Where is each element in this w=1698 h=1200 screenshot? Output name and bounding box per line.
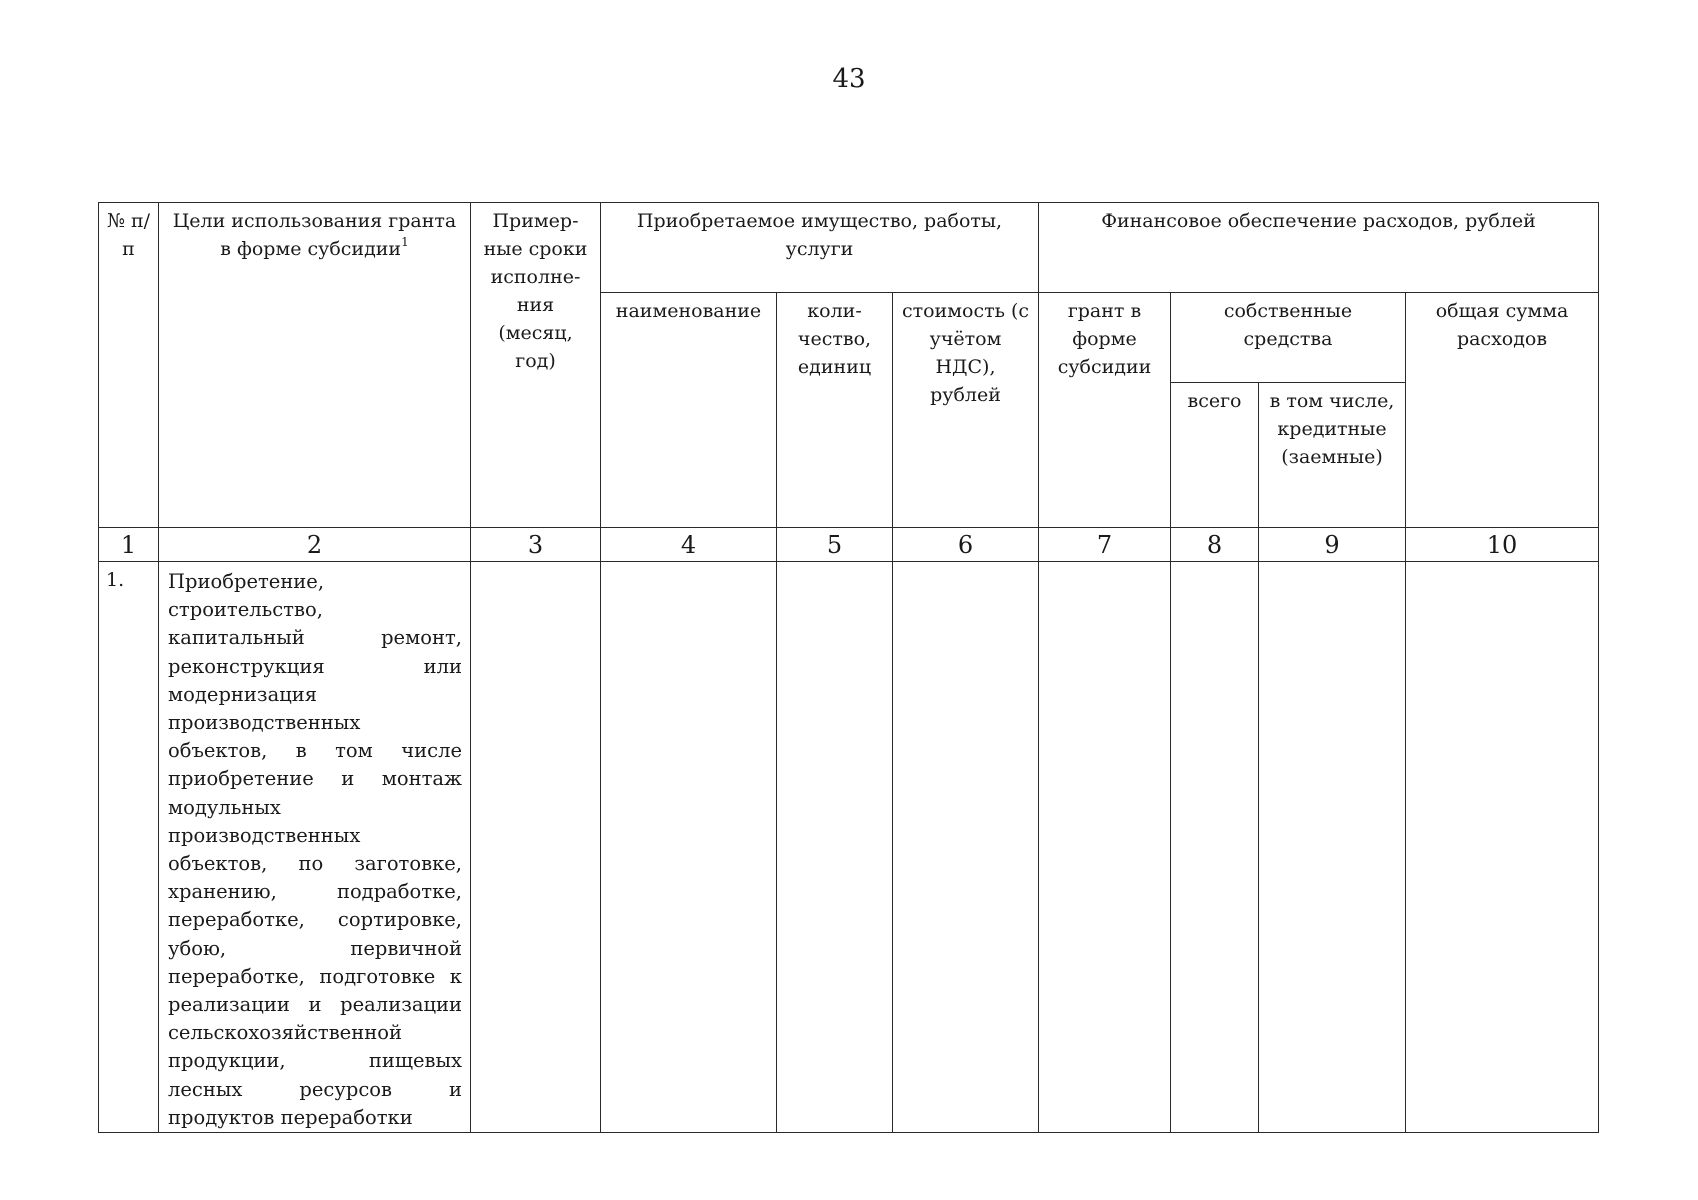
column-number: 10: [1406, 528, 1599, 562]
column-number: 3: [471, 528, 601, 562]
row-quantity: [777, 562, 893, 1133]
table-row: [99, 562, 1599, 1133]
row-own-total: [1171, 562, 1259, 1133]
column-number: 7: [1039, 528, 1171, 562]
row-terms: [471, 562, 601, 1133]
row-total-sum: [1406, 562, 1599, 1133]
header-purpose-text: Цели использования гранта в форме субсидии: [172, 210, 457, 260]
header-name: наименование: [601, 293, 777, 528]
row-grant: [1039, 562, 1171, 1133]
row-name: [601, 562, 777, 1133]
column-number: 5: [777, 528, 893, 562]
header-quantity: коли-чество, единиц: [777, 293, 893, 528]
row-cost: [893, 562, 1039, 1133]
row-purpose: Приобретение, строительство, капитальный ремонт, реконструкция или модернизация производственных объектов, в том числе приобретение и монтаж модульных производственных объектов, по заготовке, хранению, подработке, переработке, сортировке, убою, первичной переработке, подготовке к реализации и реализации сельскохозяйственной продукции, пищевых лесных ресурсов и продуктов переработки: [159, 562, 471, 1133]
header-total-sum: общая сумма расходов: [1406, 293, 1599, 528]
header-cost: стоимость (с учётом НДС), рублей: [893, 293, 1039, 528]
expense-plan-table: [98, 202, 1599, 1133]
column-number: 8: [1171, 528, 1259, 562]
column-number: 9: [1259, 528, 1406, 562]
column-number: 6: [893, 528, 1039, 562]
column-number: 4: [601, 528, 777, 562]
header-group-property: Приобретаемое имущество, работы, услуги: [601, 203, 1039, 293]
header-number: № п/п: [99, 203, 159, 528]
header-grant: грант в форме субсидии: [1039, 293, 1171, 528]
header-group-own-funds: собственные средства: [1171, 293, 1406, 383]
column-number: 2: [159, 528, 471, 562]
header-purpose: [159, 203, 471, 528]
header-own-credit: в том числе, кредитные (заемные): [1259, 383, 1406, 528]
header-own-total: всего: [1171, 383, 1259, 528]
header-terms: Пример-ные сроки исполне-ния (месяц, год): [471, 203, 601, 528]
header-group-finance: Финансовое обеспечение расходов, рублей: [1039, 203, 1599, 293]
row-number: 1.: [99, 562, 159, 1133]
page-number: 43: [832, 64, 866, 94]
footnote-marker: 1: [401, 235, 409, 249]
row-own-credit: [1259, 562, 1406, 1133]
column-number: 1: [99, 528, 159, 562]
